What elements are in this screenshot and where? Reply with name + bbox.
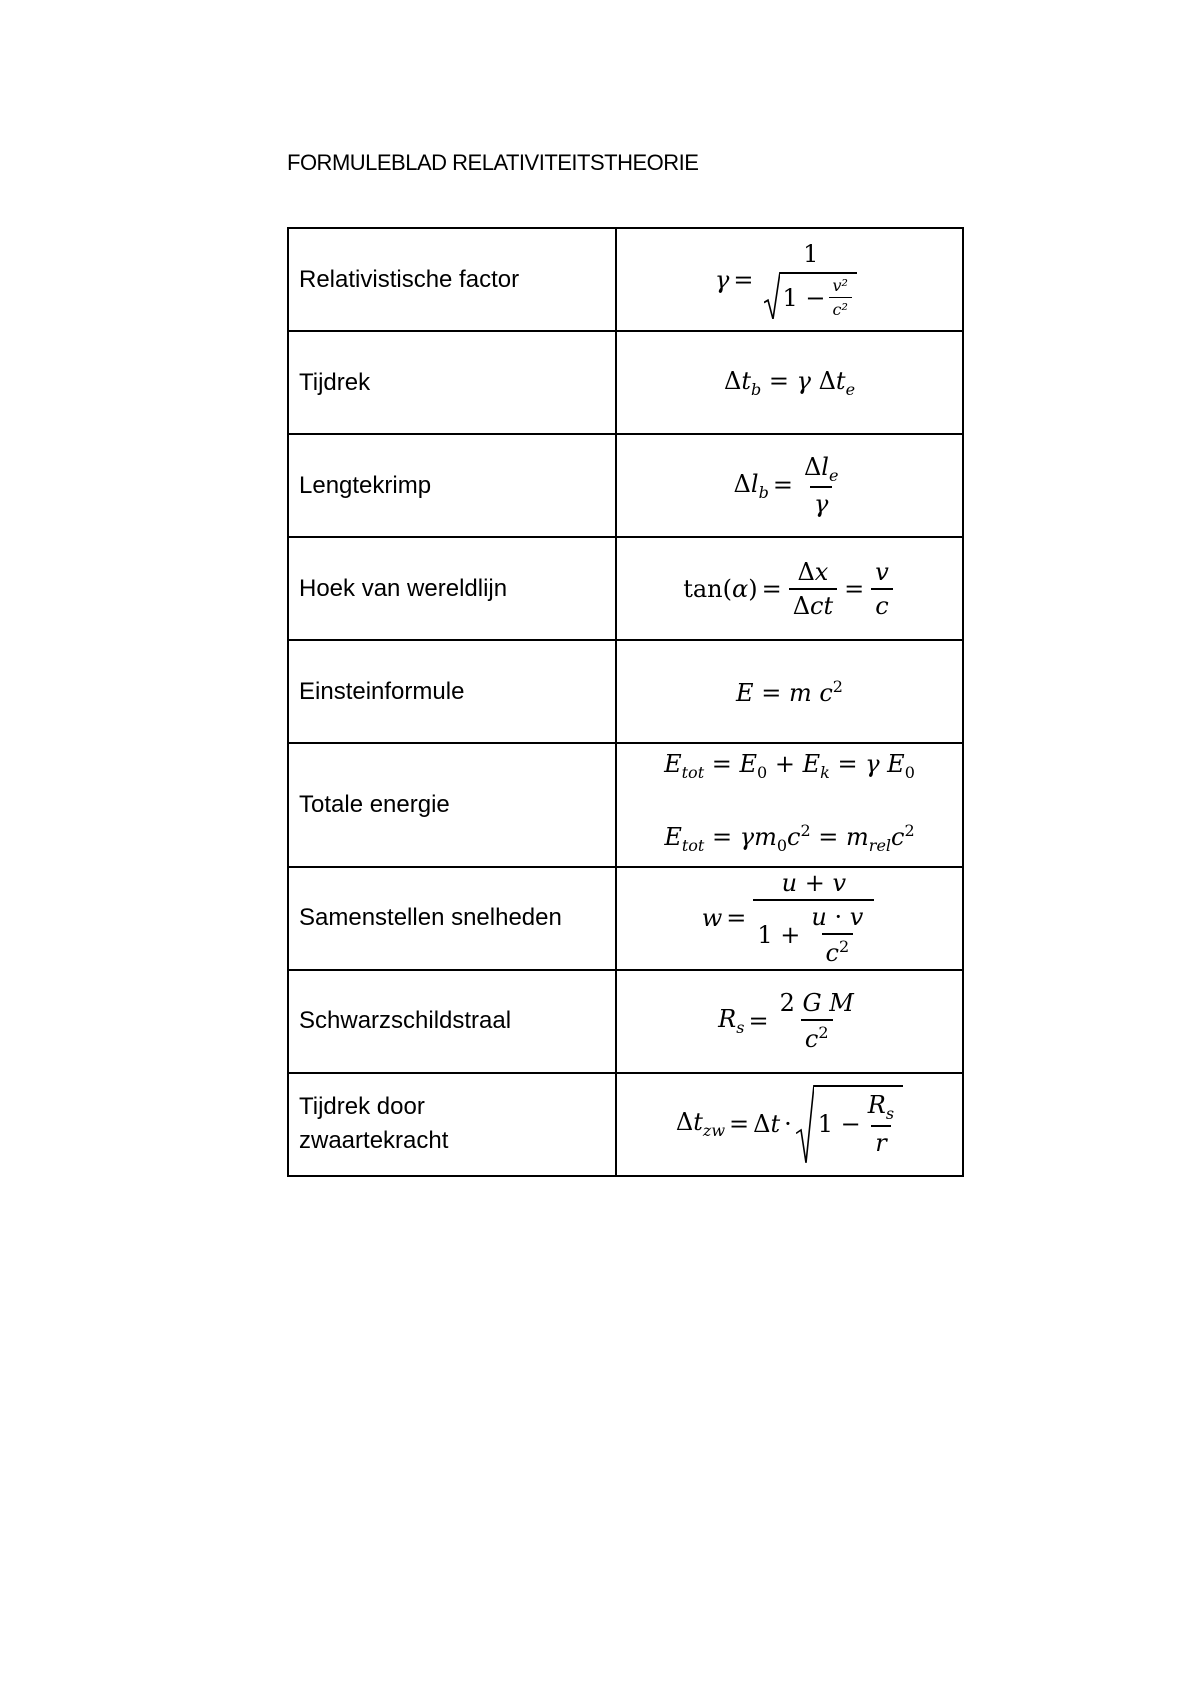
formula-table: [287, 227, 964, 1177]
formula-length-contraction: $\Delta l_b$ = $\frac{\Delta l_e}{\gamma}$: [616, 434, 963, 537]
formula-worldline-angle: tan(α) = $\frac{\Delta x}{\text{Δct}}$ = $\frac{v}{c}$: [616, 537, 963, 640]
table-row: [288, 331, 963, 434]
formula-schwarzschild: $R_s$ = $\frac{\text{2 G M}}{c^2}$: [616, 970, 963, 1073]
row-label: Samenstellen snelheden: [288, 867, 616, 970]
row-label: Tijdrek: [288, 331, 616, 434]
formula-velocity-addition: w = u + v 1 + $\frac{u \cdot v}{c^2}$: [616, 867, 963, 970]
formula-gravitational-time-dilation: $\Delta t_{zw}$ = Δt · 1 − $\frac{R_s}{r}$: [616, 1073, 963, 1176]
row-label: Einsteinformule: [288, 640, 616, 743]
row-label: Schwarzschildstraal: [288, 970, 616, 1073]
table-row: [288, 743, 963, 867]
formula-relativistic-factor: γ = 1 1 − $\frac{\text{v²}}{\text{c²}}$: [616, 228, 963, 331]
row-label: Lengtekrimp: [288, 434, 616, 537]
table-row: [288, 1073, 963, 1176]
row-label: Totale energie: [288, 743, 616, 867]
row-label: Relativistische factor: [288, 228, 616, 331]
table-row: [288, 434, 963, 537]
table-row: [288, 640, 963, 743]
formula-einstein: E = m $c^2$: [616, 640, 963, 743]
formula-time-dilation: $\Delta t_b = \gamma$ $\Delta t_e$: [616, 331, 963, 434]
page-title: FORMULEBLAD RELATIVITEITSTHEORIE: [287, 150, 699, 175]
table-row: [288, 228, 963, 331]
formula-total-energy: $E_{tot} = E_0 + E_k = \gamma$ $E_0$ $E_{tot} = \gamma m_0c^2 = m_{rel}c^2$: [616, 743, 963, 867]
row-label: Hoek van wereldlijn: [288, 537, 616, 640]
table-row: [288, 970, 963, 1073]
table-row: [288, 867, 963, 970]
row-label: Tijdrek door zwaartekracht: [288, 1073, 616, 1176]
table-row: [288, 537, 963, 640]
